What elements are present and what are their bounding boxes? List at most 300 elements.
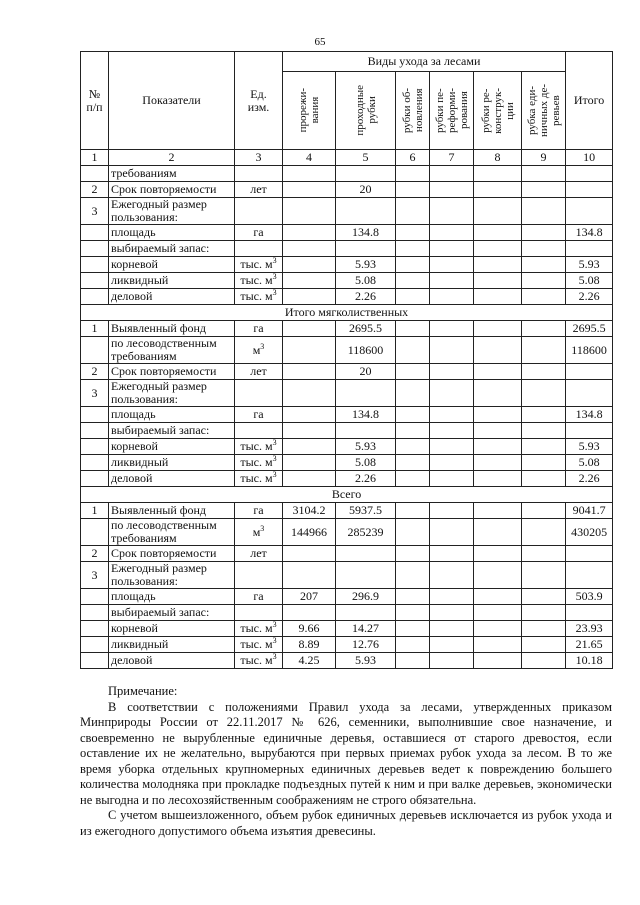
value-cell: [430, 337, 474, 364]
row-number: [81, 423, 109, 439]
unit-text: тыс. м: [240, 289, 273, 303]
value-cell: [430, 364, 474, 380]
total-cell: 2.26: [566, 471, 613, 487]
value-cell: [396, 519, 430, 546]
unit-exponent: 3: [272, 256, 277, 265]
indicator-cell: корневой: [109, 621, 235, 637]
indicator-cell: Срок повторяемости: [109, 182, 235, 198]
row-number: [81, 225, 109, 241]
value-cell: [474, 273, 522, 289]
unit-text: тыс. м: [240, 455, 273, 469]
value-cell: [430, 503, 474, 519]
table-row: [81, 439, 613, 455]
table-row: [81, 337, 613, 364]
indicator-cell: ликвидный: [109, 455, 235, 471]
unit-exponent: 3: [272, 652, 277, 661]
total-cell: 5.93: [566, 439, 613, 455]
table-row: [81, 471, 613, 487]
value-cell: [283, 471, 336, 487]
value-cell: [522, 407, 566, 423]
total-cell: [566, 380, 613, 407]
total-cell: [566, 562, 613, 589]
value-cell: [522, 503, 566, 519]
value-cell: [522, 637, 566, 653]
value-cell: [474, 321, 522, 337]
value-cell: [430, 166, 474, 182]
unit-cell: [235, 182, 283, 198]
value-cell: [430, 519, 474, 546]
unit-exponent: 3: [260, 341, 265, 351]
value-cell: [474, 455, 522, 471]
row-number: 3: [81, 562, 109, 589]
value-cell: [522, 455, 566, 471]
unit-cell: [235, 519, 283, 546]
table-row: [81, 241, 613, 257]
total-cell: 5.08: [566, 273, 613, 289]
indicator-cell: по лесоводственным требованиям: [109, 337, 235, 364]
table-row: [81, 637, 613, 653]
value-cell: [430, 423, 474, 439]
value-cell: [474, 198, 522, 225]
table-row: [81, 605, 613, 621]
row-number: [81, 241, 109, 257]
section-row: [81, 305, 613, 321]
value-cell: [396, 166, 430, 182]
value-cell: [522, 605, 566, 621]
unit-cell: [235, 364, 283, 380]
value-cell: 5.93: [336, 653, 396, 669]
indicator-cell: Срок повторяемости: [109, 546, 235, 562]
colnum: 1: [81, 150, 109, 166]
value-cell: 5.93: [336, 439, 396, 455]
table-body: [81, 166, 613, 669]
value-cell: [474, 637, 522, 653]
unit-cell: [235, 321, 283, 337]
indicator-cell: Выявленный фонд: [109, 321, 235, 337]
value-cell: [283, 257, 336, 273]
value-cell: [430, 380, 474, 407]
total-cell: [566, 166, 613, 182]
header-type-passing: проходные рубки: [336, 72, 396, 150]
unit-text: га: [253, 321, 264, 335]
value-cell: [430, 241, 474, 257]
value-cell: [474, 423, 522, 439]
forest-care-table: [80, 51, 613, 669]
indicator-cell: корневой: [109, 257, 235, 273]
total-cell: 2695.5: [566, 321, 613, 337]
value-cell: [474, 337, 522, 364]
value-cell: [396, 241, 430, 257]
value-cell: 2.26: [336, 289, 396, 305]
value-cell: [474, 407, 522, 423]
unit-text: тыс. м: [240, 637, 273, 651]
indicator-cell: площадь: [109, 407, 235, 423]
value-cell: [474, 380, 522, 407]
value-cell: [396, 546, 430, 562]
value-cell: [396, 364, 430, 380]
indicator-cell: Срок повторяемости: [109, 364, 235, 380]
column-numbers-row: [81, 150, 613, 166]
row-number: [81, 471, 109, 487]
value-cell: [396, 589, 430, 605]
value-cell: 2695.5: [336, 321, 396, 337]
value-cell: [336, 562, 396, 589]
header-unit: Ед. изм.: [235, 52, 283, 150]
unit-cell: [235, 289, 283, 305]
value-cell: [336, 380, 396, 407]
value-cell: 296.9: [336, 589, 396, 605]
section-row: [81, 487, 613, 503]
row-number: 3: [81, 198, 109, 225]
value-cell: [522, 321, 566, 337]
unit-cell: [235, 337, 283, 364]
value-cell: [396, 423, 430, 439]
value-cell: [283, 182, 336, 198]
value-cell: 285239: [336, 519, 396, 546]
colnum: 10: [566, 150, 613, 166]
indicator-cell: ликвидный: [109, 273, 235, 289]
total-cell: 118600: [566, 337, 613, 364]
unit-text: тыс. м: [240, 273, 273, 287]
row-number: [81, 621, 109, 637]
value-cell: 5.08: [336, 455, 396, 471]
total-cell: [566, 364, 613, 380]
value-cell: [336, 423, 396, 439]
unit-cell: [235, 546, 283, 562]
note-title: Примечание:: [108, 684, 178, 698]
value-cell: [474, 471, 522, 487]
indicator-cell: выбираемый запас:: [109, 423, 235, 439]
value-cell: [283, 198, 336, 225]
unit-text: тыс. м: [240, 257, 273, 271]
value-cell: [396, 503, 430, 519]
value-cell: [396, 471, 430, 487]
unit-exponent: 3: [272, 636, 277, 645]
unit-text: м: [252, 524, 261, 539]
total-cell: [566, 423, 613, 439]
value-cell: 3104.2: [283, 503, 336, 519]
indicator-cell: выбираемый запас:: [109, 605, 235, 621]
table-row: [81, 321, 613, 337]
indicator-cell: Выявленный фонд: [109, 503, 235, 519]
value-cell: [283, 225, 336, 241]
unit-cell: [235, 503, 283, 519]
value-cell: [522, 257, 566, 273]
row-number: [81, 439, 109, 455]
row-number: [81, 337, 109, 364]
row-number: 1: [81, 321, 109, 337]
value-cell: [283, 321, 336, 337]
value-cell: 8.89: [283, 637, 336, 653]
indicator-cell: Ежегодный размер пользования:: [109, 198, 235, 225]
unit-exponent: 3: [272, 454, 277, 463]
table-row: [81, 257, 613, 273]
value-cell: [522, 289, 566, 305]
total-cell: [566, 198, 613, 225]
value-cell: [396, 653, 430, 669]
unit-exponent: 3: [272, 288, 277, 297]
header-total: Итого: [566, 52, 613, 150]
value-cell: [396, 198, 430, 225]
total-cell: 10.18: [566, 653, 613, 669]
value-cell: [283, 166, 336, 182]
value-cell: [396, 621, 430, 637]
indicator-cell: деловой: [109, 471, 235, 487]
value-cell: 20: [336, 364, 396, 380]
value-cell: [522, 225, 566, 241]
indicator-cell: площадь: [109, 589, 235, 605]
value-cell: [522, 380, 566, 407]
table-row: [81, 289, 613, 305]
table-row: [81, 364, 613, 380]
unit-cell: [235, 423, 283, 439]
row-number: [81, 653, 109, 669]
value-cell: [283, 455, 336, 471]
value-cell: [474, 182, 522, 198]
value-cell: [474, 257, 522, 273]
value-cell: [336, 166, 396, 182]
row-number: [81, 589, 109, 605]
value-cell: [522, 471, 566, 487]
indicator-cell: Ежегодный размер пользования:: [109, 562, 235, 589]
unit-exponent: 3: [272, 620, 277, 629]
value-cell: 144966: [283, 519, 336, 546]
unit-cell: [235, 166, 283, 182]
unit-text: га: [253, 407, 264, 421]
unit-exponent: 3: [260, 523, 265, 533]
indicator-cell: площадь: [109, 225, 235, 241]
value-cell: [430, 439, 474, 455]
unit-text: тыс. м: [240, 621, 273, 635]
unit-text: тыс. м: [240, 439, 273, 453]
value-cell: [430, 653, 474, 669]
colnum: 7: [430, 150, 474, 166]
indicator-cell: деловой: [109, 289, 235, 305]
note: [80, 684, 612, 839]
value-cell: [474, 503, 522, 519]
value-cell: 9.66: [283, 621, 336, 637]
row-number: [81, 257, 109, 273]
unit-cell: [235, 257, 283, 273]
value-cell: 14.27: [336, 621, 396, 637]
value-cell: [430, 407, 474, 423]
value-cell: [474, 364, 522, 380]
value-cell: [396, 605, 430, 621]
row-number: [81, 289, 109, 305]
value-cell: [430, 637, 474, 653]
total-cell: 5.08: [566, 455, 613, 471]
value-cell: [396, 439, 430, 455]
value-cell: [474, 653, 522, 669]
indicator-cell: корневой: [109, 439, 235, 455]
value-cell: [396, 257, 430, 273]
unit-cell: [235, 605, 283, 621]
value-cell: [283, 337, 336, 364]
total-cell: 134.8: [566, 225, 613, 241]
header-type-reconstruction: рубки ре- конструк- ции: [474, 72, 522, 150]
value-cell: [283, 380, 336, 407]
colnum: 2: [109, 150, 235, 166]
value-cell: [474, 225, 522, 241]
row-number: 2: [81, 546, 109, 562]
value-cell: [430, 471, 474, 487]
unit-cell: [235, 407, 283, 423]
value-cell: [474, 605, 522, 621]
value-cell: [474, 562, 522, 589]
value-cell: [283, 439, 336, 455]
row-number: 3: [81, 380, 109, 407]
value-cell: [474, 589, 522, 605]
total-cell: [566, 241, 613, 257]
note-paragraph: В соответствии с положениями Правил ухода за лесами, утвержденных приказом Минприроды России от 22.11.2017 № 626, семенники, выполнившие свое назначение, и своевременно не вырубленные единичные деревья, оставшиеся от старого древостоя, если оставление их не желательно, вырубаются при первых приемах рубок ухода за лесом. В то же время уборка отдельных крупномерных единичных деревьев ведет к повреждению большего количества молодняка при прокладке подъездных путей к ним и при валке деревьев, экономически не выгодна и по лесохозяйственным соображениям не строго обязательна.: [80, 699, 612, 807]
row-number: [81, 407, 109, 423]
value-cell: [283, 605, 336, 621]
section-title: Итого мягколиственных: [81, 305, 613, 321]
row-number: [81, 166, 109, 182]
table-row: [81, 562, 613, 589]
value-cell: [430, 621, 474, 637]
row-number: [81, 637, 109, 653]
value-cell: [430, 273, 474, 289]
table-row: [81, 423, 613, 439]
colnum: 4: [283, 150, 336, 166]
unit-cell: [235, 562, 283, 589]
unit-text: га: [253, 589, 264, 603]
unit-text: тыс. м: [240, 471, 273, 485]
table-row: [81, 589, 613, 605]
total-cell: 503.9: [566, 589, 613, 605]
table-row: [81, 503, 613, 519]
value-cell: [522, 364, 566, 380]
value-cell: [283, 407, 336, 423]
indicator-cell: Ежегодный размер пользования:: [109, 380, 235, 407]
header-num: № п/п: [81, 52, 109, 150]
total-cell: 5.93: [566, 257, 613, 273]
unit-text: м: [252, 342, 261, 357]
value-cell: [522, 589, 566, 605]
value-cell: 5937.5: [336, 503, 396, 519]
value-cell: [522, 198, 566, 225]
value-cell: [283, 423, 336, 439]
value-cell: [396, 455, 430, 471]
value-cell: [430, 589, 474, 605]
table-row: [81, 519, 613, 546]
value-cell: [522, 241, 566, 257]
colnum: 9: [522, 150, 566, 166]
page-number: 65: [314, 36, 326, 48]
total-cell: [566, 546, 613, 562]
value-cell: 118600: [336, 337, 396, 364]
value-cell: [336, 241, 396, 257]
value-cell: [474, 439, 522, 455]
total-cell: [566, 182, 613, 198]
value-cell: [522, 182, 566, 198]
header-indicator: Показатели: [109, 52, 235, 150]
value-cell: [396, 407, 430, 423]
value-cell: [430, 562, 474, 589]
value-cell: [283, 562, 336, 589]
unit-exponent: 3: [272, 438, 277, 447]
colnum: 3: [235, 150, 283, 166]
value-cell: [522, 653, 566, 669]
unit-cell: [235, 637, 283, 653]
value-cell: [430, 182, 474, 198]
value-cell: [430, 546, 474, 562]
value-cell: [396, 225, 430, 241]
table-row: [81, 198, 613, 225]
table-row: [81, 653, 613, 669]
indicator-cell: выбираемый запас:: [109, 241, 235, 257]
value-cell: [430, 321, 474, 337]
value-cell: [396, 289, 430, 305]
header-type-single-trees: рубка еди- ничных де- ревьев: [522, 72, 566, 150]
unit-cell: [235, 225, 283, 241]
value-cell: [396, 321, 430, 337]
value-cell: 4.25: [283, 653, 336, 669]
value-cell: 207: [283, 589, 336, 605]
table-row: [81, 455, 613, 471]
row-number: [81, 605, 109, 621]
header-type-renewal: рубки об- новления: [396, 72, 430, 150]
value-cell: 20: [336, 182, 396, 198]
unit-cell: [235, 653, 283, 669]
unit-cell: [235, 380, 283, 407]
value-cell: 2.26: [336, 471, 396, 487]
value-cell: [396, 337, 430, 364]
value-cell: [430, 455, 474, 471]
value-cell: [336, 546, 396, 562]
table-row: [81, 407, 613, 423]
value-cell: [522, 273, 566, 289]
value-cell: 5.93: [336, 257, 396, 273]
value-cell: [522, 546, 566, 562]
table-row: [81, 166, 613, 182]
total-cell: 2.26: [566, 289, 613, 305]
value-cell: [522, 166, 566, 182]
table-row: [81, 225, 613, 241]
row-number: 1: [81, 503, 109, 519]
note-paragraph: С учетом вышеизложенного, объем рубок единичных деревьев исключается из рубок ухода и из ежегодного допустимого объема изъятия древесины.: [80, 808, 612, 838]
row-number: 2: [81, 364, 109, 380]
value-cell: [474, 241, 522, 257]
unit-exponent: 3: [272, 272, 277, 281]
table-row: [81, 621, 613, 637]
unit-cell: [235, 198, 283, 225]
unit-text: га: [253, 225, 264, 239]
indicator-cell: деловой: [109, 653, 235, 669]
unit-cell: [235, 589, 283, 605]
indicator-cell: по лесоводственным требованиям: [109, 519, 235, 546]
value-cell: [430, 225, 474, 241]
value-cell: [522, 519, 566, 546]
total-cell: 21.65: [566, 637, 613, 653]
colnum: 6: [396, 150, 430, 166]
value-cell: [522, 337, 566, 364]
row-number: 2: [81, 182, 109, 198]
value-cell: [396, 380, 430, 407]
total-cell: 134.8: [566, 407, 613, 423]
table-row: [81, 380, 613, 407]
unit-text: га: [253, 503, 264, 517]
value-cell: [474, 546, 522, 562]
value-cell: [430, 605, 474, 621]
header-type-reform: рубки пе- реформи- рования: [430, 72, 474, 150]
section-title: Всего: [81, 487, 613, 503]
total-cell: 430205: [566, 519, 613, 546]
unit-cell: [235, 241, 283, 257]
table-row: [81, 546, 613, 562]
value-cell: [522, 423, 566, 439]
